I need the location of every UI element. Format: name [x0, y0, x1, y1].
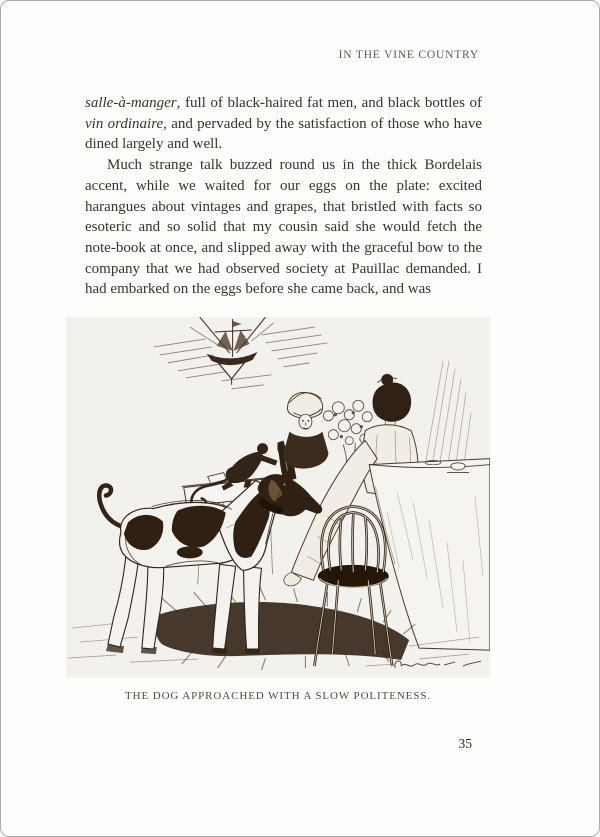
text-block — [85, 93, 482, 300]
paragraph-1: salle-à-manger, full of black-haired fat men, and black bottles of vin ordinaire, and pervaded by the satisfaction of those who have dined largely and well. — [85, 95, 482, 153]
paragraph-2: Much strange talk buzzed round us in the thick Bordelais accent, while we waited for our eggs on the plate: excited harangues about vintages and grapes, that bristled with facts so esoteric and so solid that my cousin said she would fetch the note-book at once, and slipped away with the graceful bow to the company that we had observed society at Pauillac demanded. I had embarked on the eggs before she came back, and was — [85, 157, 482, 298]
page-number: 35 — [458, 736, 472, 751]
illustration — [66, 317, 490, 678]
running-header: IN THE VINE COUNTRY — [338, 49, 479, 61]
illustration-drawing — [66, 317, 490, 678]
illustration-caption: THE DOG APPROACHED WITH A SLOW POLITENESS. — [125, 690, 431, 702]
